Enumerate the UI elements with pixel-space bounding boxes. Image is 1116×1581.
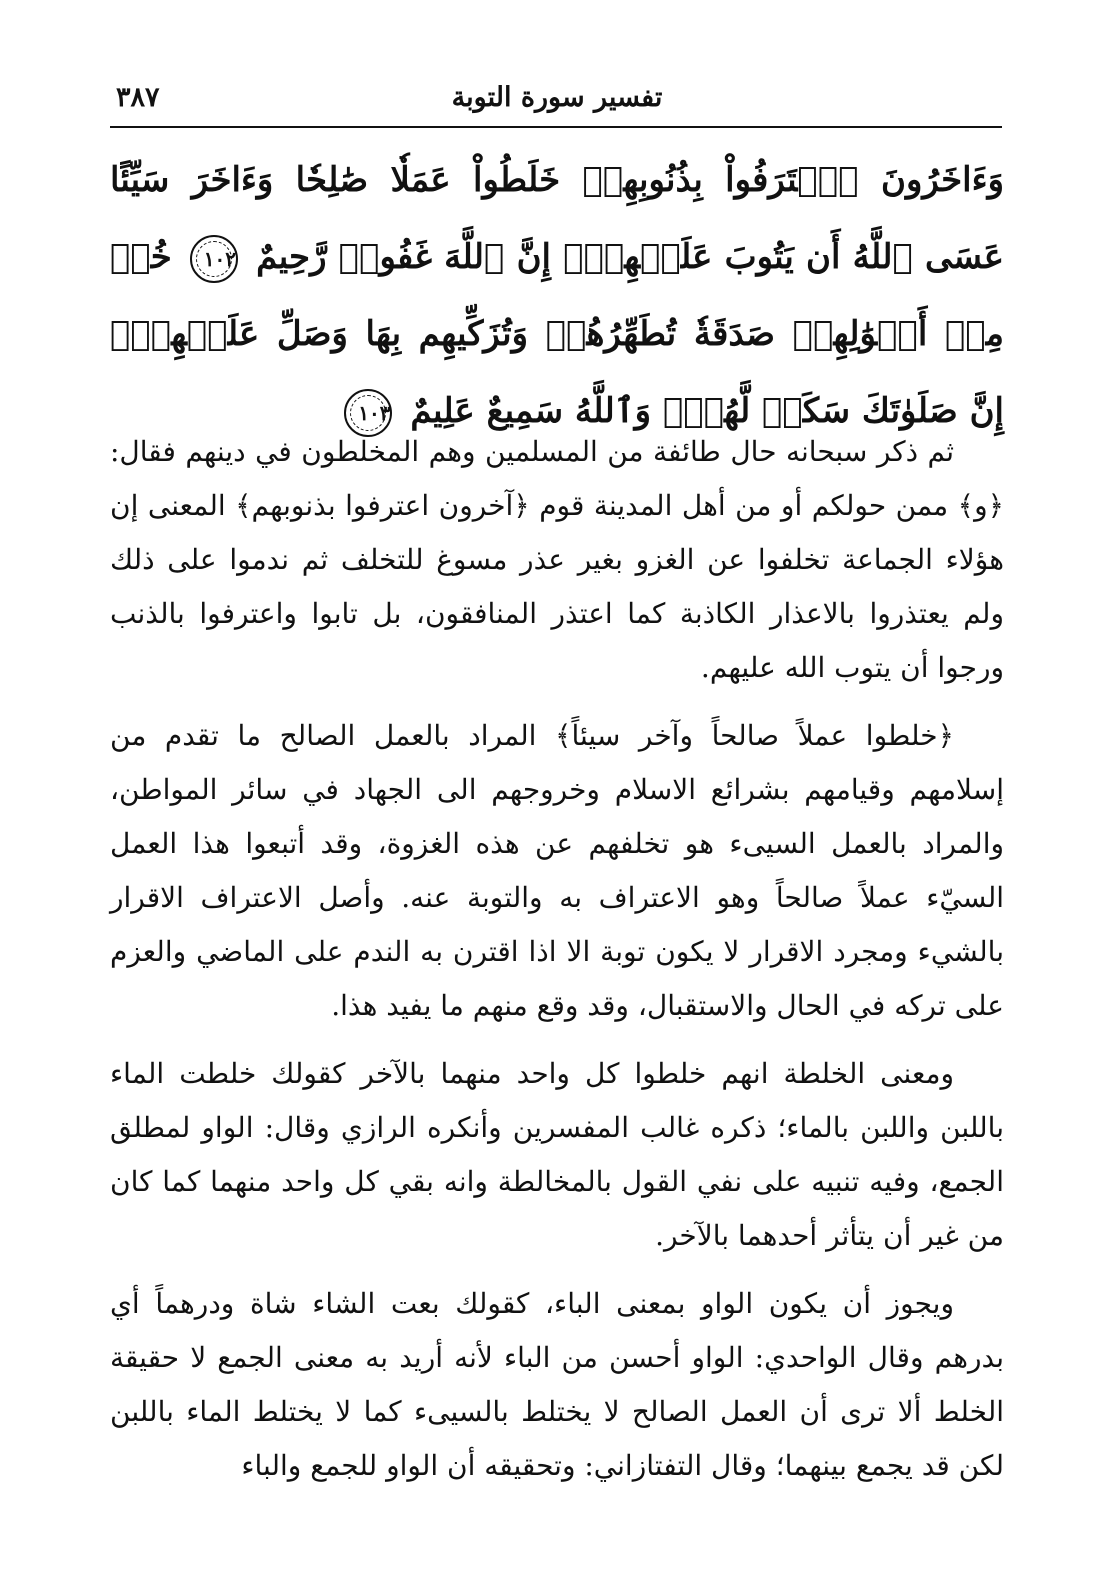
commentary-text [110, 425, 1004, 1493]
verse-number-marker-103: ١٠٣ [344, 389, 392, 437]
verse-text-line-2a: إِنَّ ٱللَّهَ غَفُورٞ رَّحِيمٌ [256, 237, 552, 277]
paragraph-1: ثم ذكر سبحانه حال طائفة من المسلمين وهم المخلطون في دينهم فقال: ﴿و﴾ ممن حولكم أو من أهل المدينة قوم ﴿آخرون اعترفوا بذنوبهم﴾ المعنى إن هؤلاء الجماعة تخلفوا عن الغزو بغير عذر مسوغ للتخلف ثم ندموا على ذلك ولم يعتذروا بالاعذار الكاذبة كما اعتذر المنافقون، بل تابوا واعترفوا بالذنب ورجوا أن يتوب الله عليهم. [110, 435, 1004, 684]
header-divider [110, 126, 1002, 128]
verse-text-line-3: صَلَوٰتَكَ سَكَنٞ لَّهُمۡۗ وَٱللَّهُ سَمِيعٌ عَلِيمٌ [410, 391, 958, 431]
verse-text-line-2b: خُذۡ مِنۡ أَمۡوَٰلِهِمۡ صَدَقَةٗ تُطَهِّرُهُمۡ وَتُزَكِّيهِم بِهَا وَصَلِّ عَلَيۡهِمۡۖ إِنَّ [110, 237, 1004, 431]
paragraph-4: ويجوز أن يكون الواو بمعنى الباء، كقولك بعت الشاء شاة ودرهماً أي بدرهم وقال الواحدي: الواو أحسن من الباء لأنه أريد به معنى الجمع لا حقيقة الخلط ألا ترى أن العمل الصالح لا يختلط بالسيىء كما لا يختلط الماء باللبن لكن قد يجمع بينهما؛ وقال التفتازاني: وتحقيقه أن الواو للجمع والباء [110, 1287, 1004, 1482]
verse-number-marker-102: ١٠٢ [190, 235, 238, 283]
page-header [110, 78, 1004, 124]
paragraph-2: ﴿خلطوا عملاً صالحاً وآخر سيئاً﴾ المراد بالعمل الصالح ما تقدم من إسلامهم وقيامهم بشرائع الاسلام وخروجهم الى الجهاد في سائر المواطن، والمراد بالعمل السيىء هو تخلفهم عن هذه الغزوة، وقد أتبعوا هذا العمل السيّء عملاً صالحاً وهو الاعتراف به والتوبة عنه. وأصل الاعتراف الاقرار بالشيء ومجرد الاقرار لا يكون توبة الا اذا اقترن به الندم على الماضي والعزم على تركه في الحال والاستقبال، وقد وقع منهم ما يفيد هذا. [110, 719, 1004, 1022]
running-title: تفسير سورة التوبة [451, 82, 663, 113]
paragraph-3: ومعنى الخلطة انهم خلطوا كل واحد منهما بالآخر كقولك خلطت الماء باللبن واللبن بالماء؛ ذكره غالب المفسرين وأنكره الرازي وقال: الواو لمطلق الجمع، وفيه تنبيه على نفي القول بالمخالطة وانه بقي كل واحد منهما كما كان من غير أن يتأثر أحدهما بالآخر. [110, 1057, 1004, 1252]
quran-verses [110, 142, 1004, 450]
verse-text-line-1: وَءَاخَرُونَ ٱعۡتَرَفُواْ بِذُنُوبِهِمۡ خَلَطُواْ عَمَلٗا صَٰلِحٗا وَءَاخَرَ سَيِّئًا عَسَى ٱللَّهُ أَن يَتُوبَ عَلَيۡهِمۡۚ [110, 160, 1004, 277]
page-number: ٣٨٧ [116, 82, 160, 113]
